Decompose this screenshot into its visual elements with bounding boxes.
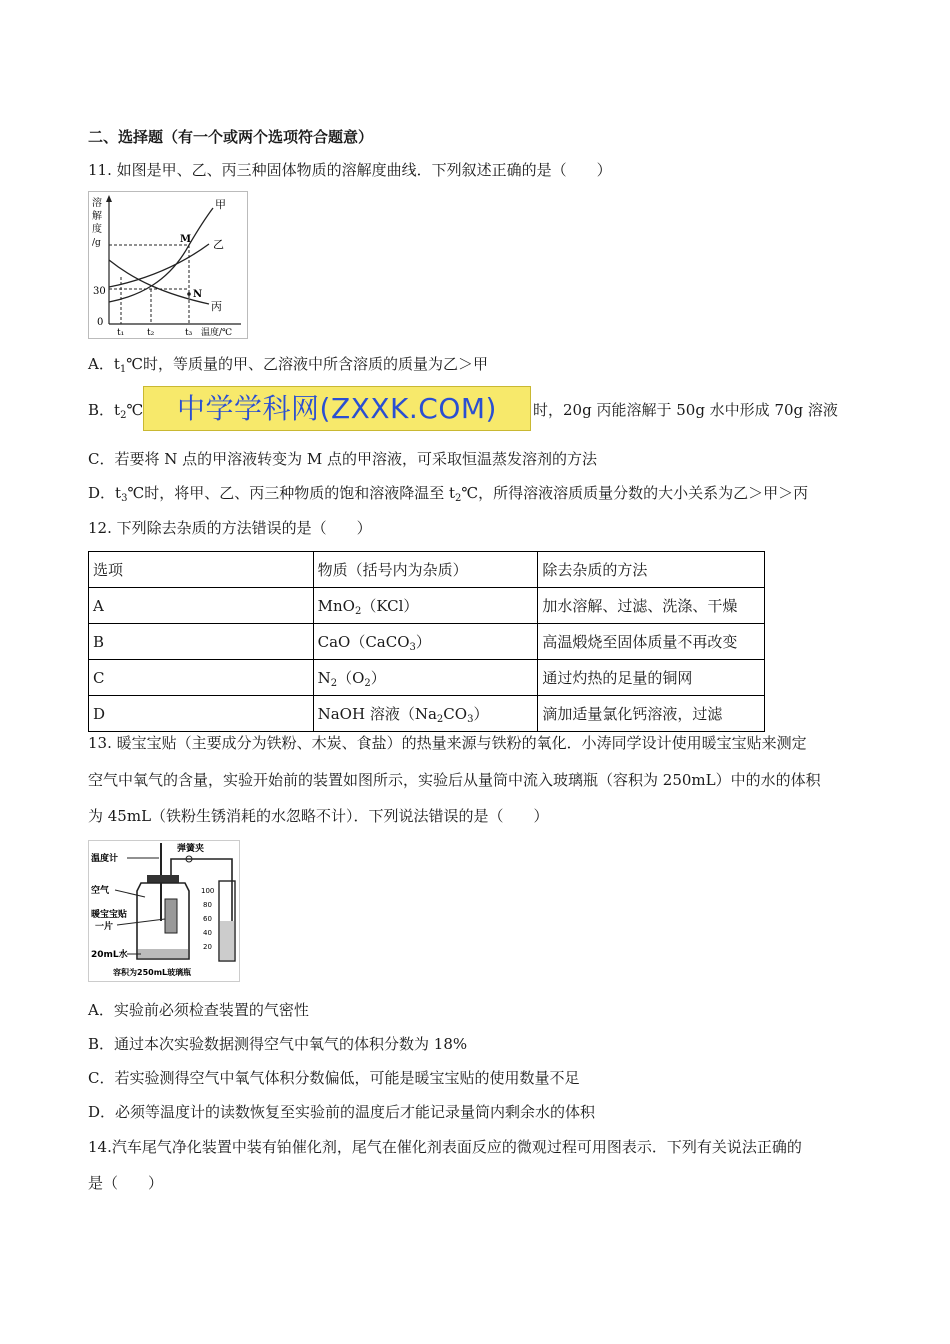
row-method: 通过灼热的足量的铜网 [538, 660, 765, 696]
pointer-air [115, 890, 145, 897]
table-row[interactable] [89, 588, 765, 624]
question-11-option-b[interactable]: B．$t_2℃$ [88, 401, 144, 421]
scale-40: 40 [203, 929, 212, 937]
point-n-dot [187, 292, 191, 296]
label-air: 空气 [91, 886, 110, 896]
row-method: 加水溶解、过滤、洗涤、干燥 [538, 588, 765, 624]
cylinder-water [220, 921, 234, 960]
row-option: C [89, 660, 314, 696]
label-thermometer: 温度计 [91, 854, 119, 864]
row-option: D [89, 696, 314, 732]
row-method: 高温煅烧至固体质量不再改变 [538, 624, 765, 660]
x-tick-t1: t₁ [117, 328, 125, 338]
question-13-option-c[interactable]: C．若实验测得空气中氧气体积分数偏低，可能是暖宝宝贴的使用数量不足 [88, 1069, 580, 1087]
question-11-option-c[interactable]: C．若要将 N 点的甲溶液转变为 M 点的甲溶液，可采取恒温蒸发溶剂的方法 [88, 450, 598, 468]
row-substance: NaOH 溶液$(Na_2CO_3)$ [313, 696, 538, 732]
x-tick-t2: t₂ [147, 328, 155, 338]
ylabel-unit: /g [92, 238, 101, 248]
row-substance: CaO（CaCO$_3$） [313, 624, 538, 660]
table-row[interactable] [89, 660, 765, 696]
clip-label: 弹簧夹 [177, 844, 205, 854]
question-13-option-d[interactable]: D．必须等温度计的读数恢复至实验前的温度后才能记录量筒内剩余水的体积 [88, 1103, 596, 1121]
figure-caption: 容积为250mL玻璃瓶 [113, 968, 192, 977]
question-13-line-3: 为 45mL（铁粉生锈消耗的水忽略不计）．下列说法错误的是（ ） [88, 807, 549, 825]
question-11-option-b-tail: 时，20g 丙能溶解于 50g 水中形成 70g 溶液 [533, 401, 838, 419]
apparatus-figure [88, 840, 240, 982]
hand-warmer-patch [165, 899, 177, 933]
question-13-option-b[interactable]: B．通过本次实验数据测得空气中氧气的体积分数为 18% [88, 1035, 468, 1053]
y-axis-arrow-icon [106, 195, 112, 202]
question-14-line-2: 是（ ） [88, 1174, 164, 1192]
stopper [147, 875, 179, 883]
question-13-line-1: 13. 暖宝宝贴（主要成分为铁粉、木炭、食盐）的热量来源与铁粉的氧化．小涛同学设计使用暖宝宝贴来测定 [88, 734, 807, 752]
scale-20: 20 [203, 943, 212, 951]
header-substance: 物质（括号内为杂质） [313, 552, 538, 588]
question-13-option-a[interactable]: A．实验前必须检查装置的气密性 [88, 1001, 309, 1019]
question-11-option-d[interactable]: D．$t_3℃$时，将甲、乙、丙三种物质的饱和溶液降温至 $t_2℃$，所得溶液溶质质量分数的大小关系为乙＞甲＞丙 [88, 484, 809, 504]
row-option: A [89, 588, 314, 624]
table-row[interactable] [89, 624, 765, 660]
label-jia: 甲 [215, 198, 226, 211]
label-patch-count: 一片 [95, 922, 114, 932]
row-method: 滴加适量氯化钙溶液，过滤 [538, 696, 765, 732]
header-method: 除去杂质的方法 [538, 552, 765, 588]
scale-60: 60 [203, 915, 212, 923]
row-option: B [89, 624, 314, 660]
origin-label: 0 [97, 317, 104, 328]
label-water: 20mL水 [91, 950, 128, 960]
section-heading: 二、选择题（有一个或两个选项符合题意） [88, 128, 374, 146]
label-bing: 丙 [211, 300, 222, 313]
curve-jia [109, 208, 213, 302]
x-tick-t3: t₃ [185, 328, 193, 338]
glass-bottle [137, 883, 189, 959]
water-in-bottle [138, 949, 188, 958]
solubility-curve-figure [88, 191, 248, 339]
ylabel-char-1: 溶 [92, 198, 102, 209]
question-11-stem: 11. 如图是甲、乙、丙三种固体物质的溶解度曲线．下列叙述正确的是（ ） [88, 161, 612, 179]
scale-80: 80 [203, 901, 212, 909]
table-row[interactable] [89, 696, 765, 732]
y-tick-30: 30 [93, 286, 106, 297]
x-axis-label: 温度/℃ [201, 328, 233, 338]
ylabel-char-2: 解 [92, 211, 102, 222]
question-12-stem: 12. 下列除去杂质的方法错误的是（ ） [88, 519, 372, 537]
point-n: N [193, 289, 203, 300]
point-m: M [180, 234, 192, 245]
impurity-table [88, 551, 765, 732]
question-11-option-a[interactable]: A．$t_1℃$时，等质量的甲、乙溶液中所含溶质的质量为乙＞甲 [88, 355, 489, 375]
ylabel-char-3: 度 [92, 224, 102, 235]
label-patch: 暖宝宝贴 [91, 910, 128, 920]
scale-100: 100 [201, 887, 215, 895]
header-option: 选项 [89, 552, 314, 588]
zxxk-watermark: 中学学科网(ZXXK.COM) [143, 386, 531, 431]
table-header-row [89, 552, 765, 588]
label-yi: 乙 [213, 238, 224, 251]
question-14-line-1: 14.汽车尾气净化装置中装有铂催化剂，尾气在催化剂表面反应的微观过程可用图表示．下列有关说法正确的 [88, 1138, 802, 1156]
row-substance: MnO$_2$（KCl） [313, 588, 538, 624]
row-substance: $N_2(O_2)$ [313, 660, 538, 696]
question-13-line-2: 空气中氧气的含量，实验开始前的装置如图所示，实验后从量筒中流入玻璃瓶（容积为 250mL）中的水的体积 [88, 771, 821, 789]
